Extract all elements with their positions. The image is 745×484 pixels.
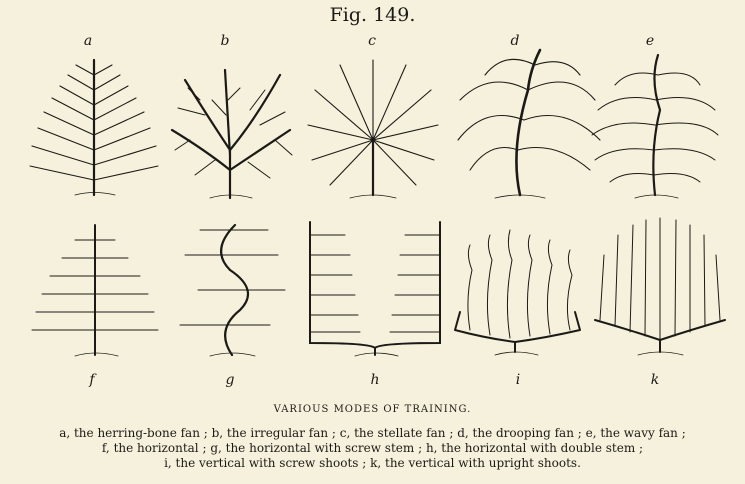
- figure-caption: VARIOUS MODES OF TRAINING.: [273, 404, 472, 415]
- plate-label-f: f: [89, 372, 95, 388]
- plate-label-d: d: [510, 33, 520, 49]
- plate-label-b: b: [220, 33, 230, 49]
- tree-f-horizontal: [32, 225, 158, 356]
- plate-label-h: h: [370, 372, 380, 388]
- figure-legend: [0, 426, 745, 471]
- plate-label-i: i: [515, 372, 521, 388]
- legend-line: a, the herring-bone fan ; b, the irregular fan ; c, the stellate fan ; d, the drooping fan ; e, the wavy fan ;: [59, 426, 686, 440]
- plate-label-k: k: [650, 372, 660, 388]
- figure-title: Fig. 149.: [329, 4, 416, 26]
- legend-line: i, the vertical with screw shoots ; k, the vertical with upright shoots.: [164, 456, 581, 470]
- tree-e-wavy-fan: [592, 55, 718, 198]
- tree-k-vertical-upright-shoots: [595, 218, 725, 355]
- tree-b-irregular-fan: [172, 70, 292, 198]
- plate-label-c: c: [368, 33, 376, 49]
- tree-i-vertical-screw-shoots: [455, 230, 580, 355]
- tree-illustrations: [0, 30, 745, 405]
- plate-label-e: e: [645, 33, 655, 49]
- legend-line: f, the horizontal ; g, the horizontal with screw stem ; h, the horizontal with double stem ;: [101, 441, 644, 455]
- tree-d-drooping-fan: [458, 50, 600, 198]
- tree-h-horizontal-double-stem: [310, 222, 440, 356]
- plate-label-g: g: [225, 372, 235, 388]
- tree-c-stellate-fan: [308, 60, 438, 198]
- tree-a-herring-bone-fan: [30, 60, 158, 195]
- tree-g-horizontal-screw-stem: [180, 225, 285, 356]
- plate-label-a: a: [83, 33, 93, 49]
